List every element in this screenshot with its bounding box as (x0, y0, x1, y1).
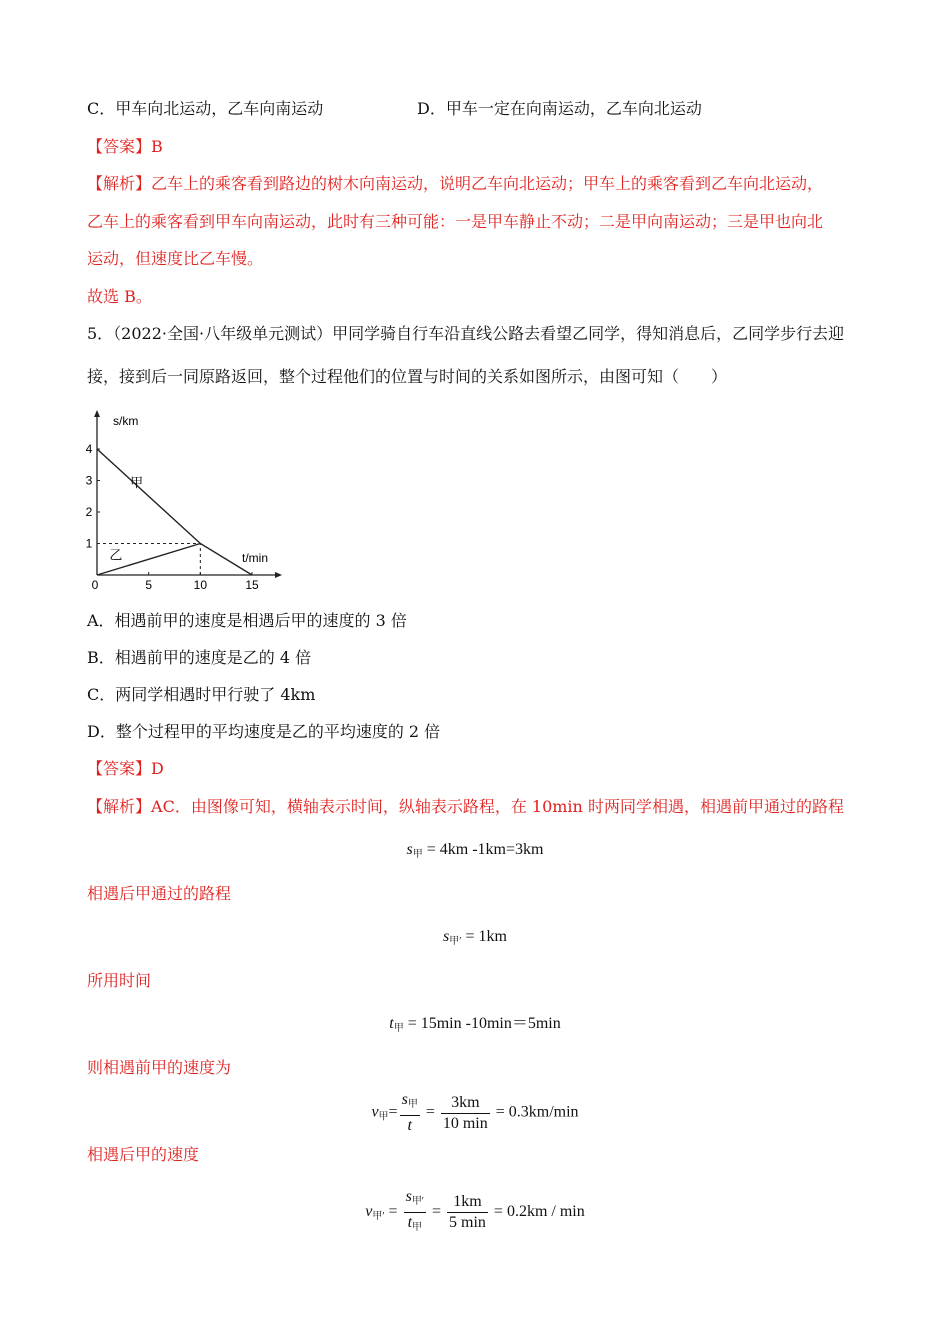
q5-option-c: C．两同学相遇时甲行驶了 4km (87, 685, 316, 704)
frac-numerator: 3km (441, 1093, 490, 1114)
y-tick-label: 3 (85, 473, 93, 488)
y-tick-label: 1 (85, 536, 93, 551)
analysis-text: AC．由图像可知，横轴表示时间，纵轴表示路程，在 10min 时两同学相遇，相遇前甲通过的路程 (151, 797, 844, 816)
x-axis-arrow (275, 572, 282, 578)
frac-denominator: t (407, 1117, 412, 1134)
eq-rhs: = 15min -10min＝5min (403, 1015, 561, 1032)
eq-symbol: s (406, 841, 413, 858)
y-axis-label: s/km (113, 414, 139, 428)
q5-text-speed-before: 则相遇前甲的速度为 (87, 1058, 232, 1077)
position-time-chart (85, 405, 285, 595)
equation-distance-after (0, 926, 950, 953)
q4-conclusion: 故选 B。 (87, 287, 152, 306)
answer-tag: 【答案】 (87, 137, 152, 156)
answer-value: D (151, 759, 164, 778)
eq-subscript: 甲 (412, 849, 423, 860)
frac-numerator-sub: 甲 (407, 1099, 418, 1110)
q5-option-b: B．相遇前甲的速度是乙的 4 倍 (87, 648, 312, 667)
q5-text-speed-after: 相遇后甲的速度 (87, 1145, 200, 1164)
frac-denominator: t (407, 1214, 413, 1231)
eq-symbol: v (365, 1203, 373, 1221)
frac-numerator-sub: 甲′ (411, 1196, 424, 1207)
q5-option-a: A．相遇前甲的速度是相遇后甲的速度的 3 倍 (87, 611, 407, 630)
eq-sign: = (384, 1203, 402, 1221)
equation-speed-before (0, 1090, 950, 1136)
y-tick-label: 4 (85, 442, 93, 456)
q5-analysis-line1 (87, 796, 844, 818)
q4-answer (87, 136, 163, 158)
fraction-s-over-t (400, 1090, 420, 1136)
x-tick-label: 5 (145, 578, 153, 592)
eq-subscript: 甲′ (372, 1211, 385, 1223)
q4-analysis-line1 (87, 173, 823, 195)
q4-analysis-line3: 运动，但速度比乙车慢。 (87, 249, 264, 268)
eq-rhs: = 4km -1km=3km (422, 841, 544, 858)
fraction-s-over-t (404, 1187, 426, 1238)
equation-speed-after (0, 1187, 950, 1238)
q5-stem-line1: 5．（2022·全国·八年级单元测试）甲同学骑自行车沿直线公路去看望乙同学，得知消息后，乙同学步行去迎 (87, 324, 845, 343)
fraction-values (447, 1192, 488, 1233)
y-tick-label: 2 (85, 505, 93, 519)
eq-subscript: 甲′ (449, 936, 462, 947)
y-axis-arrow (94, 410, 100, 417)
fraction-values (441, 1093, 490, 1134)
eq-rhs: = 0.2km / min (489, 1203, 585, 1221)
frac-numerator: 1km (447, 1192, 488, 1213)
frac-numerator: s (405, 1188, 412, 1205)
x-tick-label: 10 (193, 578, 208, 592)
series-label-yi: 乙 (109, 547, 123, 563)
equation-time (0, 1013, 950, 1040)
q5-option-d: D．整个过程甲的平均速度是乙的平均速度的 2 倍 (87, 722, 441, 741)
eq-sign: = (421, 1103, 439, 1121)
eq-sign: = (428, 1203, 446, 1221)
eq-sign: = (388, 1103, 398, 1121)
option-c-prev: C．甲车向北运动，乙车向南运动 (87, 99, 324, 118)
analysis-text: 乙车上的乘客看到路边的树木向南运动，说明乙车向北运动；甲车上的乘客看到乙车向北运动， (151, 174, 824, 193)
eq-rhs: = 1km (461, 928, 507, 945)
eq-symbol: s (443, 928, 450, 945)
answer-value: B (151, 137, 163, 156)
q5-text-time: 所用时间 (87, 971, 152, 990)
q5-answer (87, 758, 164, 780)
equation-distance-before (0, 839, 950, 866)
x-axis-label: t/min (242, 551, 269, 565)
series-label-jia: 甲 (130, 474, 144, 490)
option-d-prev: D．甲车一定在向南运动，乙车向北运动 (417, 99, 702, 118)
analysis-tag: 【解析】 (87, 797, 152, 816)
q5-stem-line2: 接，接到后一同原路返回，整个过程他们的位置与时间的关系如图所示，由图可知（ ） (87, 367, 728, 386)
frac-denominator: 10 min (442, 1114, 488, 1132)
frac-denominator-sub: 甲 (412, 1222, 423, 1233)
answer-tag: 【答案】 (87, 759, 152, 778)
analysis-tag: 【解析】 (87, 174, 152, 193)
q4-analysis-line2: 乙车上的乘客看到甲车向南运动，此时有三种可能：一是甲车静止不动；二是甲向南运动；三是甲也向北 (87, 212, 824, 231)
x-tick-label: 15 (245, 578, 259, 592)
eq-symbol: t (389, 1015, 394, 1032)
x-tick-label: 0 (91, 578, 99, 592)
eq-symbol: v (371, 1103, 379, 1121)
eq-rhs: = 0.3km/min (491, 1103, 579, 1121)
eq-subscript: 甲 (378, 1111, 389, 1123)
frac-numerator: s (401, 1091, 408, 1108)
frac-denominator: 5 min (449, 1214, 486, 1231)
eq-subscript: 甲 (393, 1023, 404, 1034)
q5-text-distance-after: 相遇后甲通过的路程 (87, 884, 232, 903)
